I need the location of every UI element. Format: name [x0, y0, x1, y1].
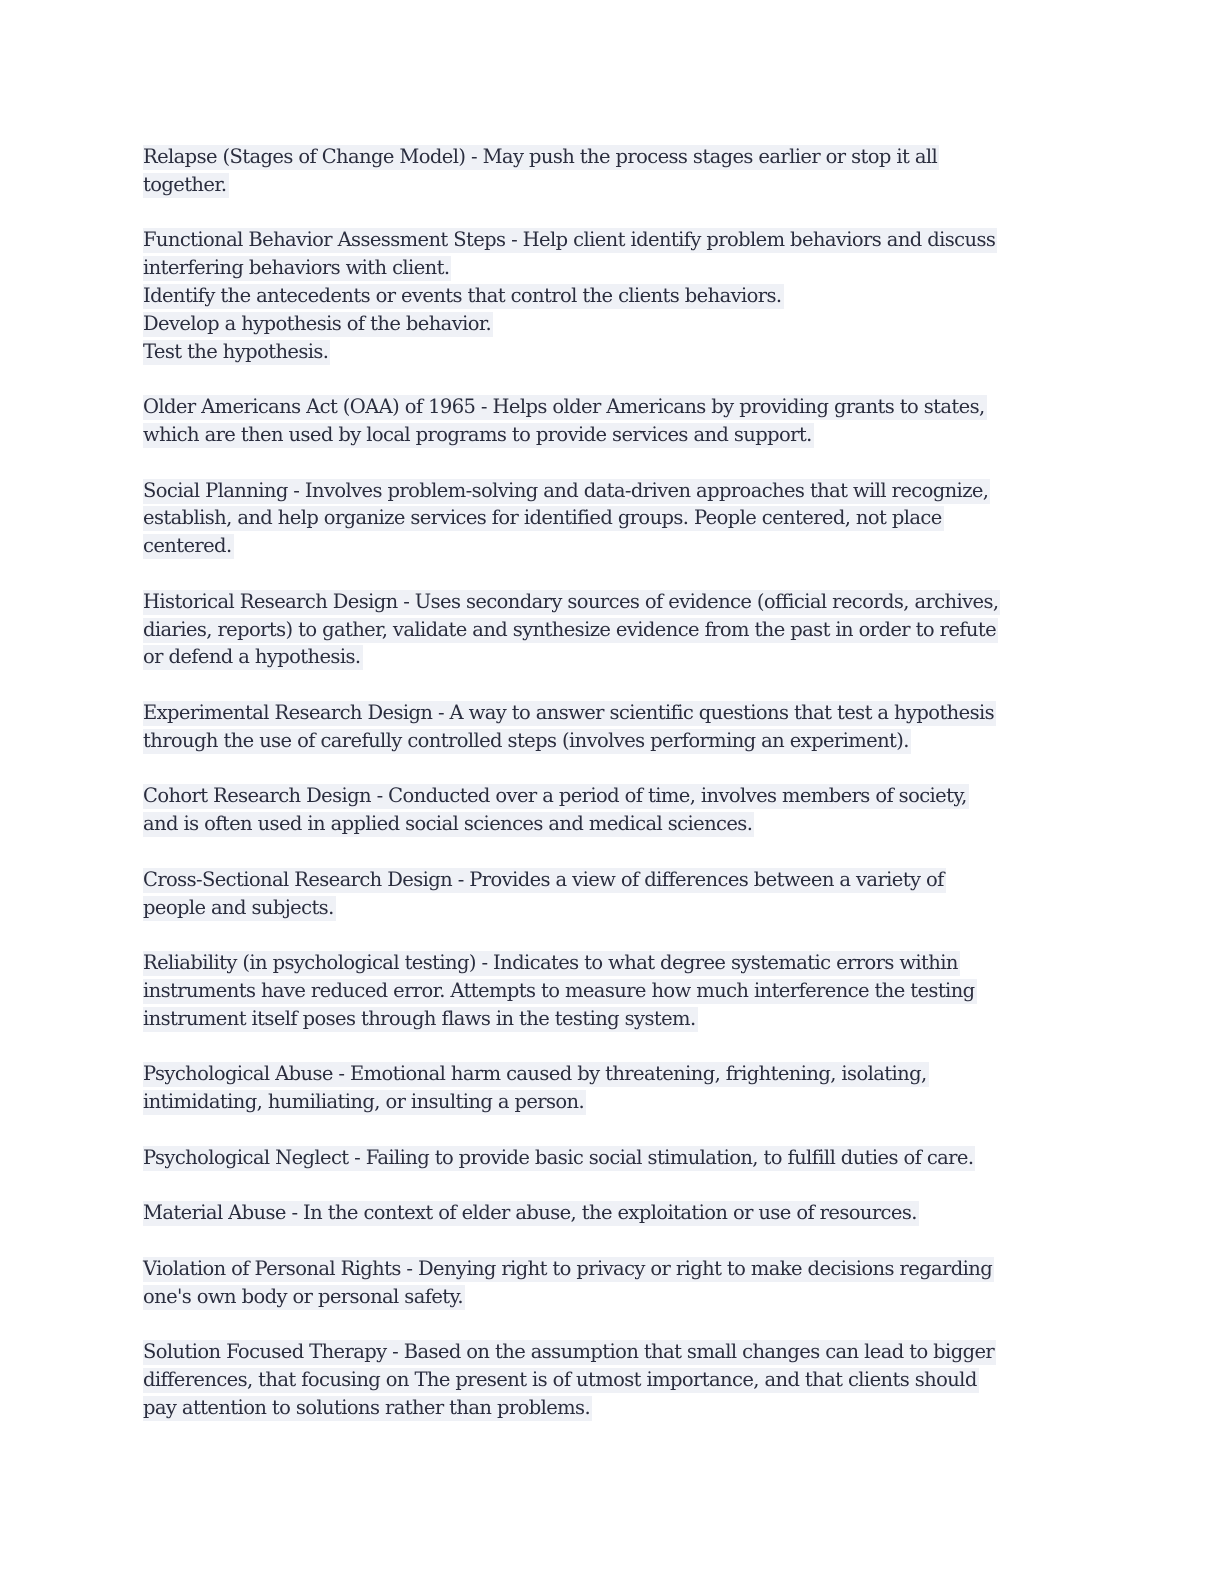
entry-line: differences, that focusing on The present is of utmost importance, and that clients should [143, 1368, 977, 1392]
entry-line: Cross-Sectional Research Design - Provides a view of differences between a variety of [143, 867, 944, 891]
entry-line: intimidating, humiliating, or insulting a person. [143, 1090, 585, 1114]
entry-line: one's own body or personal safety. [143, 1284, 463, 1308]
entry-line: or defend a hypothesis. [143, 645, 361, 669]
entry-social-planning [143, 477, 1083, 560]
entry-solution-focused-therapy [143, 1338, 1083, 1421]
entry-material-abuse [143, 1199, 1083, 1227]
entry-line: instruments have reduced error. Attempts to measure how much interference the testing [143, 978, 975, 1002]
entry-line: Relapse (Stages of Change Model) - May push the process stages earlier or stop it all [143, 145, 938, 168]
entry-line: Solution Focused Therapy - Based on the assumption that small changes can lead to bigger [143, 1340, 995, 1364]
entry-line: people and subjects. [143, 895, 334, 919]
entry-line: Develop a hypothesis of the behavior. [143, 311, 492, 335]
entry-cohort-research-design [143, 782, 1083, 838]
entry-line: which are then used by local programs to provide services and support. [143, 422, 812, 446]
entry-violation-of-personal-rights [143, 1255, 1083, 1311]
entry-line: pay attention to solutions rather than problems. [143, 1395, 591, 1419]
entry-cross-sectional-research-design [143, 866, 1083, 922]
entry-line: Psychological Neglect - Failing to provide basic social stimulation, to fulfill duties of care. [143, 1145, 974, 1169]
entry-line: Violation of Personal Rights - Denying right to privacy or right to make decisions regarding [143, 1256, 993, 1280]
entry-line: diaries, reports) to gather, validate and synthesize evidence from the past in order to refute [143, 617, 997, 641]
entry-line: and is often used in applied social sciences and medical sciences. [143, 812, 753, 836]
entry-experimental-research-design [143, 699, 1083, 755]
entry-line: Cohort Research Design - Conducted over a period of time, involves members of society, [143, 784, 967, 808]
entry-psychological-neglect [143, 1144, 1083, 1172]
entry-line: instrument itself poses through flaws in the testing system. [143, 1006, 696, 1030]
entry-line: centered. [143, 534, 232, 558]
entry-line: interfering behaviors with client. [143, 256, 450, 280]
entry-line: through the use of carefully controlled steps (involves performing an experiment). [143, 728, 909, 752]
entry-line: Test the hypothesis. [143, 339, 329, 363]
entry-line: Material Abuse - In the context of elder abuse, the exploitation or use of resources. [143, 1201, 917, 1225]
entry-line: Social Planning - Involves problem-solving and data-driven approaches that will recognize, [143, 478, 989, 502]
entry-psychological-abuse [143, 1060, 1083, 1116]
entry-line: establish, and help organize services for identified groups. People centered, not place [143, 506, 942, 530]
entry-line: Psychological Abuse - Emotional harm caused by threatening, frightening, isolating, [143, 1062, 927, 1086]
entry-line: Identify the antecedents or events that control the clients behaviors. [143, 283, 782, 307]
entry-line: Experimental Research Design - A way to answer scientific questions that test a hypothesis [143, 700, 995, 724]
entry-line: together. [143, 172, 227, 196]
entry-line: Reliability (in psychological testing) - Indicates to what degree systematic errors within [143, 951, 958, 975]
entry-older-americans-act [143, 393, 1083, 449]
entry-functional-behavior-assessment [143, 226, 1083, 365]
entry-line: Functional Behavior Assessment Steps - Help client identify problem behaviors and discuss [143, 228, 996, 252]
document-page [143, 143, 1083, 1449]
entry-reliability [143, 949, 1083, 1032]
entry-line: Historical Research Design - Uses secondary sources of evidence (official records, archives, [143, 589, 999, 613]
entry-historical-research-design [143, 588, 1083, 671]
entry-line: Older Americans Act (OAA) of 1965 - Helps older Americans by providing grants to states, [143, 395, 985, 419]
entry-relapse [143, 143, 1083, 199]
